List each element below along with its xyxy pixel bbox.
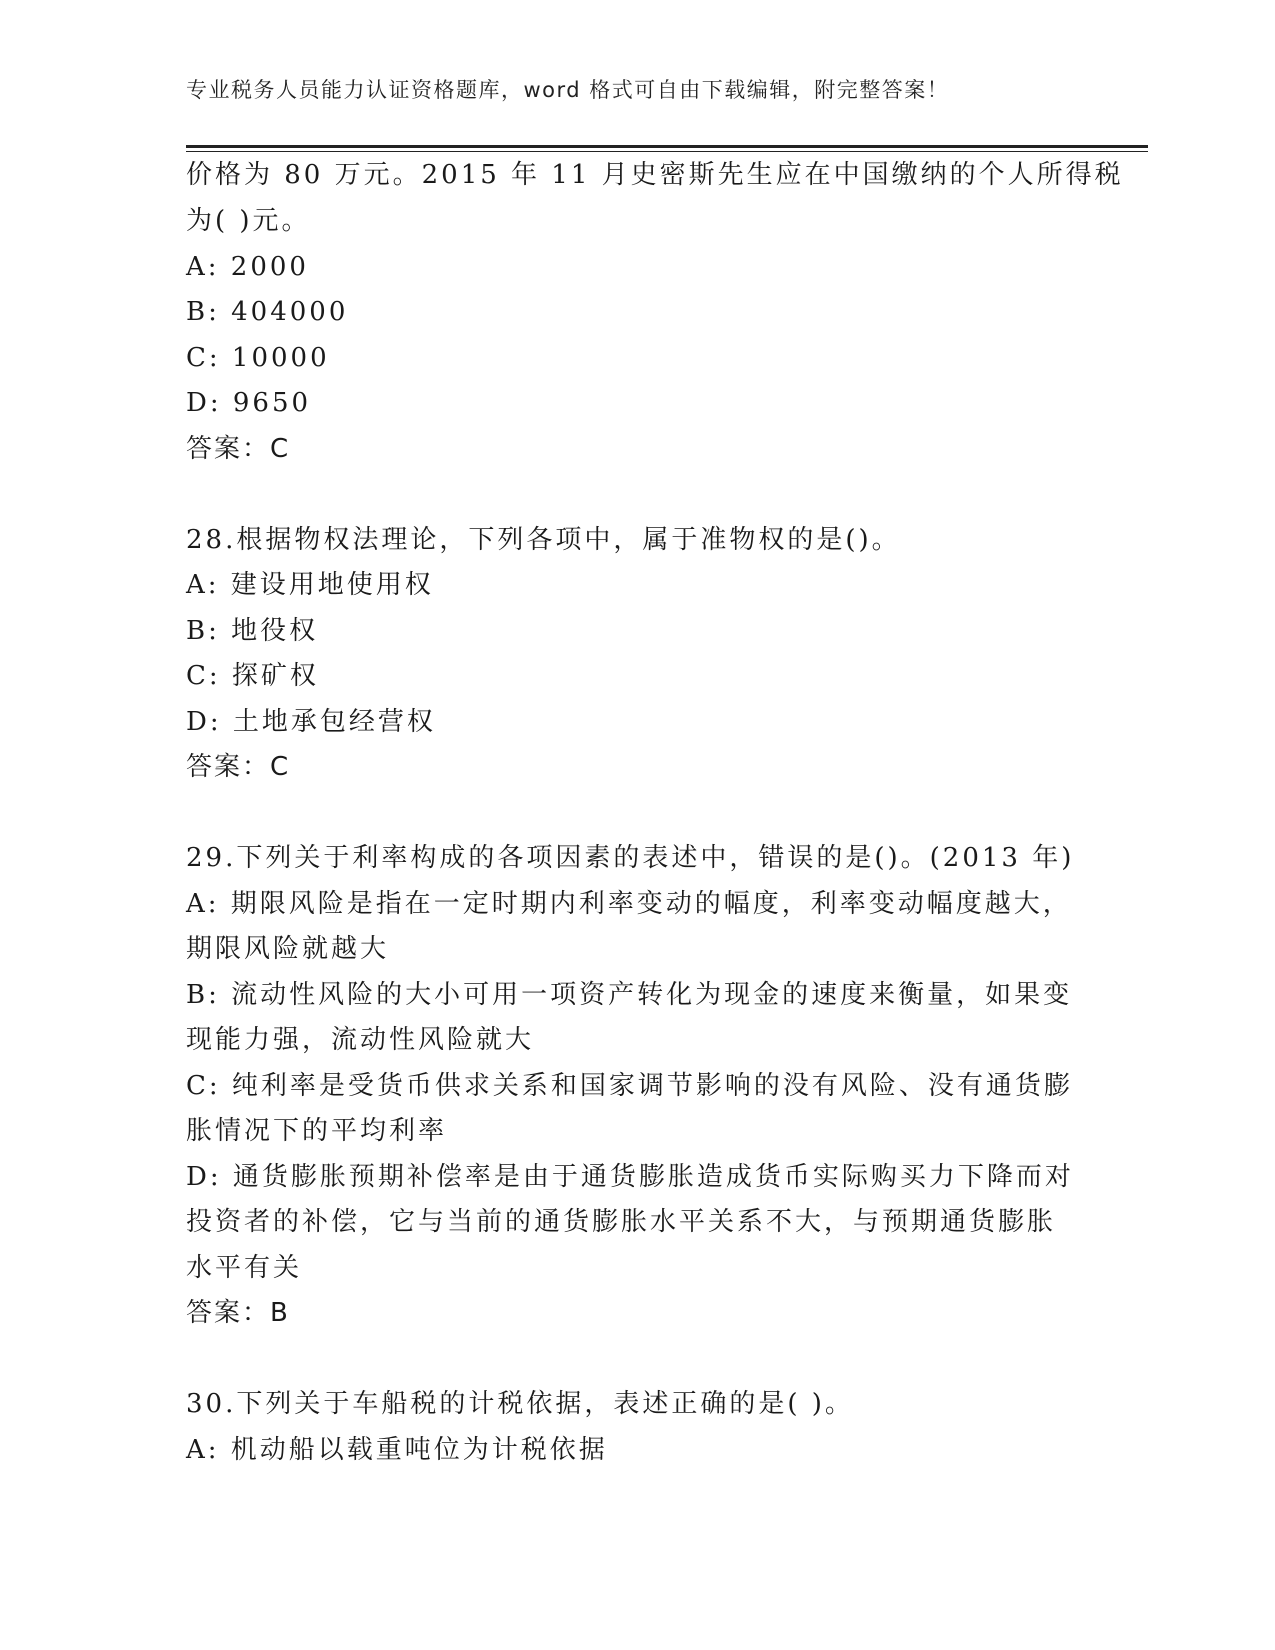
q28-answer: 答案：C xyxy=(186,752,291,782)
header-rule-thick xyxy=(186,145,1148,148)
q27-option-d: D: 9650 xyxy=(186,388,312,418)
q28-stem: 28.根据物权法理论，下列各项中，属于准物权的是()。 xyxy=(186,525,901,555)
q28-option-b: B: 地役权 xyxy=(186,616,319,646)
q29-option-c-line-1: C: 纯利率是受货币供求关系和国家调节影响的没有风险、没有通货膨 xyxy=(186,1071,1073,1101)
q29-option-a-line-2: 期限风险就越大 xyxy=(186,934,390,964)
q29-option-d-line-2: 投资者的补偿，它与当前的通货膨胀水平关系不大，与预期通货膨胀 xyxy=(186,1207,1057,1237)
q27-option-b: B: 404000 xyxy=(186,297,349,327)
q29-stem: 29.下列关于利率构成的各项因素的表述中，错误的是()。(2013 年) xyxy=(186,843,1075,873)
q28-option-d: D: 土地承包经营权 xyxy=(186,707,436,737)
q27-stem-line-1: 价格为 80 万元。2015 年 11 月史密斯先生应在中国缴纳的个人所得税 xyxy=(186,160,1124,190)
q29-option-c-line-2: 胀情况下的平均利率 xyxy=(186,1116,448,1146)
q28-option-a: A: 建设用地使用权 xyxy=(186,570,434,600)
page-header: 专业税务人员能力认证资格题库，word 格式可自由下载编辑，附完整答案！ xyxy=(186,78,950,102)
q29-option-a-line-1: A: 期限风险是指在一定时期内利率变动的幅度，利率变动幅度越大， xyxy=(186,889,1072,919)
q27-option-c: C: 10000 xyxy=(186,343,330,373)
header-rule-thin xyxy=(186,151,1148,152)
q30-stem: 30.下列关于车船税的计税依据，表述正确的是( )。 xyxy=(186,1389,854,1419)
q27-answer: 答案：C xyxy=(186,434,291,464)
q27-stem-line-2: 为( )元。 xyxy=(186,206,311,236)
q28-option-c: C: 探矿权 xyxy=(186,661,319,691)
q29-option-d-line-3: 水平有关 xyxy=(186,1253,303,1283)
q27-option-a: A: 2000 xyxy=(186,252,309,282)
q29-answer: 答案：B xyxy=(186,1298,290,1328)
q30-option-a: A: 机动船以载重吨位为计税依据 xyxy=(186,1435,608,1465)
q29-option-b-line-1: B: 流动性风险的大小可用一项资产转化为现金的速度来衡量，如果变 xyxy=(186,980,1073,1010)
q29-option-b-line-2: 现能力强，流动性风险就大 xyxy=(186,1025,535,1055)
q29-option-d-line-1: D: 通货膨胀预期补偿率是由于通货膨胀造成货币实际购买力下降而对 xyxy=(186,1162,1074,1192)
